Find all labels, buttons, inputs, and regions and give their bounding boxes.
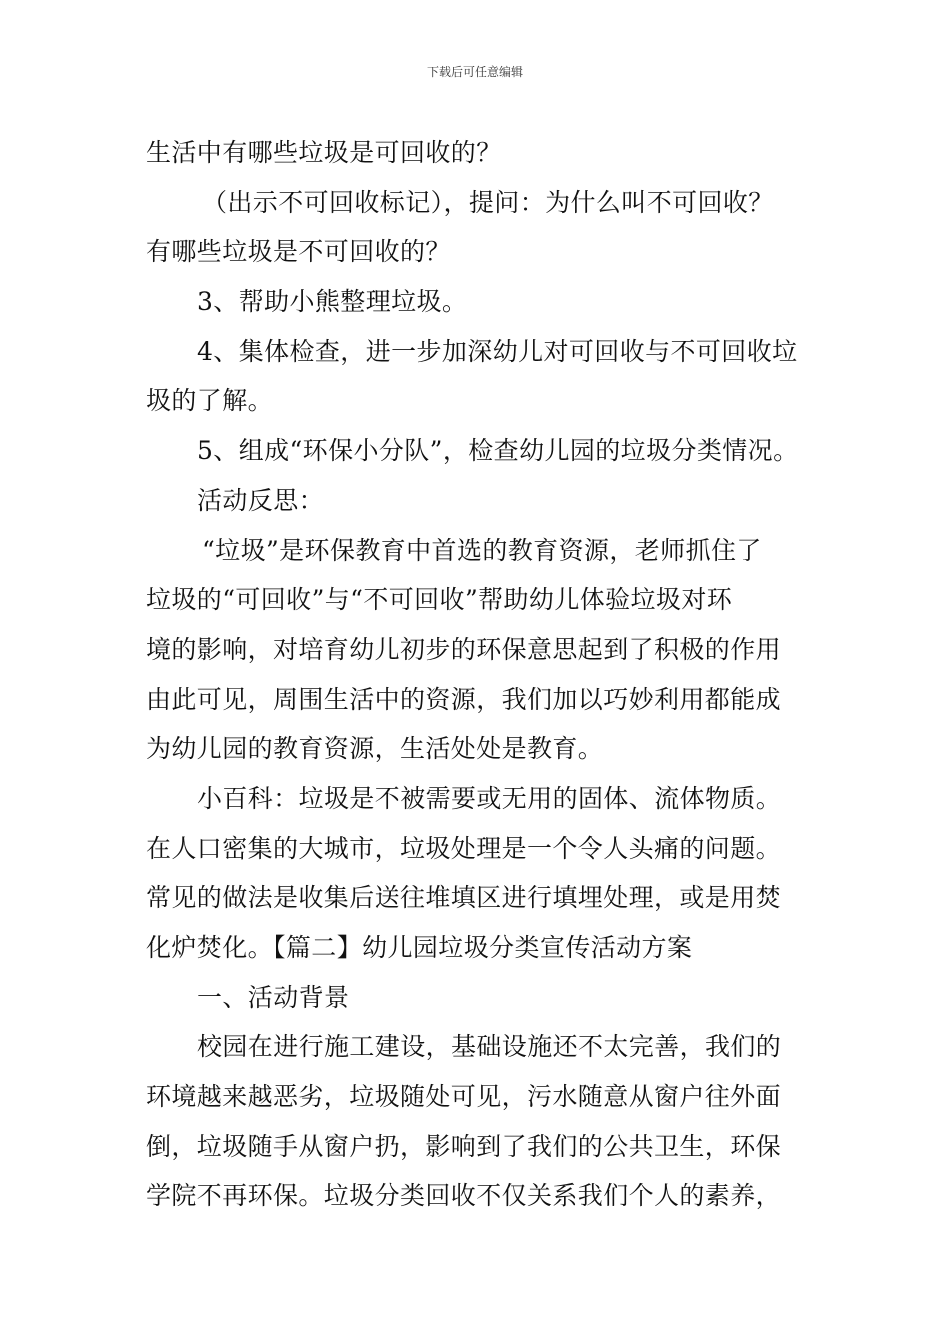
- text-line: 学院不再环保。垃圾分类回收不仅关系我们个人的素养，: [146, 1181, 782, 1211]
- text-line: 圾的了解。: [146, 386, 274, 416]
- text-line: 环境越来越恶劣，垃圾随处可见，污水随意从窗户往外面: [146, 1082, 782, 1112]
- text-line: 在人口密集的大城市，垃圾处理是一个令人头痛的问题。: [146, 833, 782, 863]
- text-line: 由此可见，周围生活中的资源，我们加以巧妙利用都能成: [146, 684, 782, 714]
- text-line: 校园在进行施工建设，基础设施还不太完善，我们的: [197, 1032, 782, 1062]
- text-line: 常见的做法是收集后送往堆填区进行填埋处理，或是用焚: [146, 883, 782, 913]
- text-line: 生活中有哪些垃圾是可回收的？: [146, 138, 502, 167]
- text-line: 4、集体检查，进一步加深幼儿对可回收与不可回收垃: [197, 336, 798, 366]
- text-line: 境的影响，对培育幼儿初步的环保意思起到了积极的作用: [146, 634, 782, 664]
- text-line: 3、帮助小熊整理垃圾。: [197, 287, 468, 317]
- text-line: （出示不可回收标记），提问：为什么叫不可回收？: [202, 187, 774, 217]
- text-line: 活动反思：: [197, 485, 325, 515]
- text-line: 化炉焚化。【篇二】幼儿园垃圾分类宣传活动方案: [146, 933, 693, 962]
- text-line: 垃圾的“可回收”与“不可回收”帮助幼儿体验垃圾对环: [146, 585, 733, 615]
- page-header: 下载后可任意编辑: [426, 65, 523, 79]
- text-line: 小百科：垃圾是不被需要或无用的固体、流体物质。: [197, 783, 782, 813]
- text-line: 为幼儿园的教育资源，生活处处是教育。: [146, 734, 604, 764]
- document-body: [146, 128, 814, 1221]
- text-line: 一、活动背景: [197, 982, 350, 1012]
- text-line: “垃圾”是环保教育中首选的教育资源，老师抓住了: [202, 535, 762, 565]
- text-line: 倒，垃圾随手从窗户扔，影响到了我们的公共卫生，环保: [146, 1131, 782, 1161]
- text-line: 5、组成“环保小分队”，检查幼儿园的垃圾分类情况。: [197, 436, 799, 466]
- text-line: 有哪些垃圾是不可回收的？: [146, 237, 451, 267]
